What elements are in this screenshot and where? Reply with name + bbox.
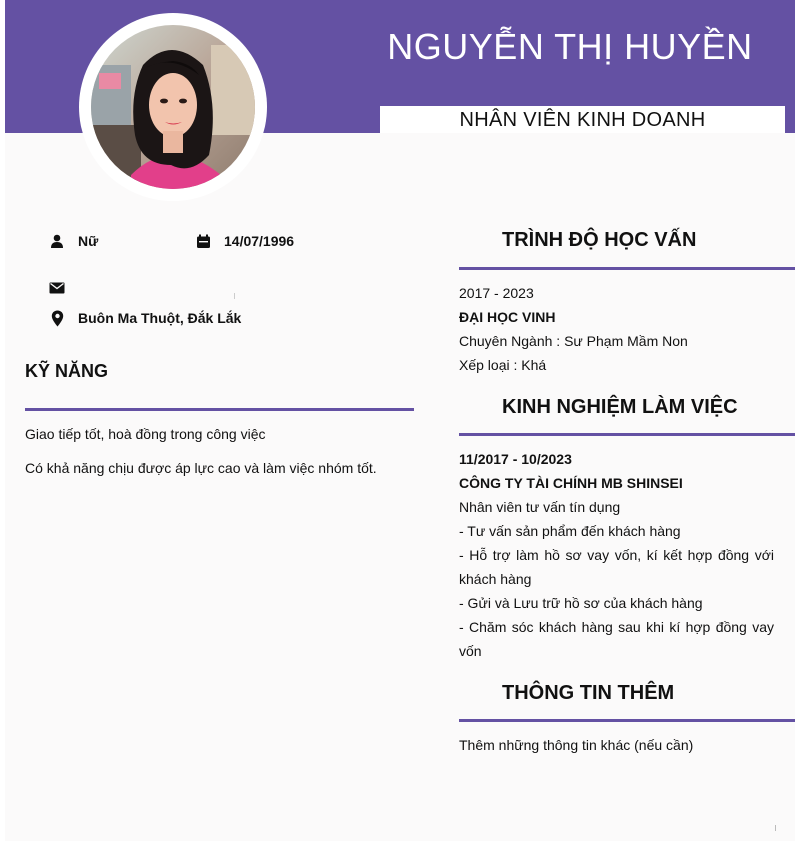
education-grade: Xếp loại : Khá xyxy=(459,357,547,373)
address-value: Buôn Ma Thuột, Đắk Lắk xyxy=(78,310,242,326)
experience-role: Nhân viên tư vấn tín dụng xyxy=(459,499,621,515)
birthdate-row xyxy=(195,233,294,249)
avatar-photo xyxy=(91,25,255,189)
skills-rule xyxy=(25,408,414,411)
gender-value: Nữ xyxy=(78,233,99,249)
experience-company: CÔNG TY TÀI CHÍNH MB SHINSEI xyxy=(459,475,683,491)
person-icon xyxy=(49,233,65,249)
gender-row xyxy=(49,233,98,249)
divider-mark xyxy=(234,293,235,299)
skill-item: Giao tiếp tốt, hoà đồng trong công việc xyxy=(25,426,266,442)
experience-duty: - Tư vấn sản phẩm đến khách hàng xyxy=(459,523,681,539)
location-pin-icon xyxy=(49,310,65,326)
skills-title: KỸ NĂNG xyxy=(25,361,109,381)
experience-duty: - Gửi và Lưu trữ hồ sơ của khách hàng xyxy=(459,595,703,611)
avatar[interactable] xyxy=(91,25,255,189)
education-school: ĐẠI HỌC VINH xyxy=(459,309,556,325)
birthdate-value: 14/07/1996 xyxy=(224,233,295,249)
page-mark xyxy=(775,825,776,831)
experience-rule xyxy=(459,433,795,436)
extra-text: Thêm những thông tin khác (nếu cần) xyxy=(459,737,694,753)
extra-title: THÔNG TIN THÊM xyxy=(502,682,675,704)
skill-item: Có khả năng chịu được áp lực cao và làm việc nhóm tốt. xyxy=(25,460,377,476)
position-box xyxy=(380,106,785,133)
envelope-icon xyxy=(49,280,65,296)
experience-duty: - Chăm sóc khách hàng sau khi kí hợp đồng vay vốn xyxy=(459,619,774,659)
education-rule xyxy=(459,267,795,270)
calendar-icon xyxy=(195,233,211,249)
education-title: TRÌNH ĐỘ HỌC VẤN xyxy=(502,229,697,251)
address-row xyxy=(49,310,241,326)
email-row xyxy=(49,280,78,296)
education-major: Chuyên Ngành : Sư Phạm Mầm Non xyxy=(459,333,688,349)
candidate-position: NHÂN VIÊN KINH DOANH xyxy=(459,109,706,131)
candidate-name: NGUYỄN THỊ HUYỀN xyxy=(387,26,753,67)
experience-duty: - Hỗ trợ làm hồ sơ vay vốn, kí kết hợp đồng với khách hàng xyxy=(459,547,774,587)
experience-period: 11/2017 - 10/2023 xyxy=(459,451,572,467)
extra-rule xyxy=(459,719,795,722)
education-period: 2017 - 2023 xyxy=(459,285,534,301)
experience-title: KINH NGHIỆM LÀM VIỆC xyxy=(502,396,738,418)
